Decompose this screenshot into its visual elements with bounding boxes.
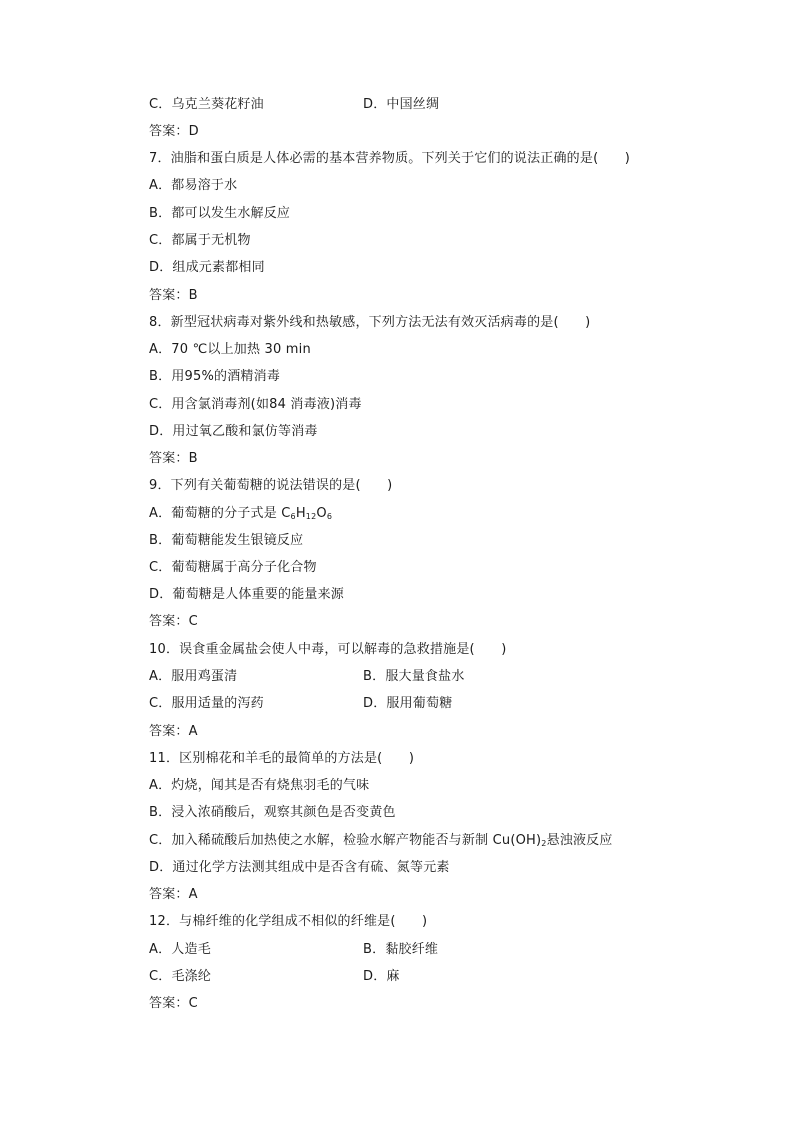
q8-option-d: D．用过氧乙酸和氯仿等消毒 bbox=[149, 424, 318, 439]
q12-option-d: D．麻 bbox=[363, 969, 400, 984]
q10-option-d: D．服用葡萄糖 bbox=[363, 696, 453, 711]
q9-formula-sub-c: 6 bbox=[290, 512, 296, 521]
q12-option-a: A．人造毛 bbox=[149, 942, 211, 957]
q11-option-a: A．灼烧，闻其是否有烧焦羽毛的气味 bbox=[149, 778, 370, 793]
q9-formula-h: H bbox=[295, 506, 306, 521]
q8-stem: 8．新型冠状病毒对紫外线和热敏感，下列方法无法有效灭活病毒的是( ) bbox=[149, 315, 591, 330]
q11-option-c-text: C．加入稀硫酸后加热使之水解，检验水解产物能否与新制 Cu(OH) bbox=[149, 833, 542, 848]
q11-option-c-tail: 悬浊液反应 bbox=[546, 833, 613, 848]
q9-option-a bbox=[149, 506, 332, 525]
q8-option-c: C．用含氯消毒剂(如84 消毒液)消毒 bbox=[149, 397, 362, 412]
q9-formula-sub-o: 6 bbox=[326, 512, 333, 521]
q9-option-d: D．葡萄糖是人体重要的能量来源 bbox=[149, 587, 345, 602]
q9-answer: 答案：C bbox=[149, 614, 198, 629]
q9-option-a-text: A．葡萄糖的分子式是 C bbox=[149, 506, 291, 521]
q7-option-d: D．组成元素都相同 bbox=[149, 260, 265, 275]
q7-option-a: A．都易溶于水 bbox=[149, 178, 238, 193]
q12-answer: 答案：C bbox=[149, 996, 198, 1011]
q9-option-c: C．葡萄糖属于高分子化合物 bbox=[149, 560, 317, 575]
q8-option-a: A．70 ℃以上加热 30 min bbox=[149, 342, 311, 357]
q9-formula-o: O bbox=[316, 506, 327, 521]
q11-option-c bbox=[149, 833, 613, 852]
q10-option-b: B．服大量食盐水 bbox=[363, 669, 465, 684]
q6-option-d: D．中国丝绸 bbox=[363, 97, 440, 112]
q6-answer: 答案：D bbox=[149, 124, 199, 139]
q11-option-b: B．浸入浓硝酸后，观察其颜色是否变黄色 bbox=[149, 805, 396, 820]
q9-stem: 9．下列有关葡萄糖的说法错误的是( ) bbox=[149, 478, 393, 493]
q12-option-c: C．毛涤纶 bbox=[149, 969, 212, 984]
q12-option-b: B．黏胶纤维 bbox=[363, 942, 439, 957]
q7-stem: 7．油脂和蛋白质是人体必需的基本营养物质。下列关于它们的说法正确的是( ) bbox=[149, 151, 631, 166]
q10-stem: 10．误食重金属盐会使人中毒，可以解毒的急救措施是( ) bbox=[149, 642, 507, 657]
q10-option-a: A．服用鸡蛋清 bbox=[149, 669, 238, 684]
q10-answer: 答案：A bbox=[149, 724, 198, 739]
q6-option-c: C．乌克兰葵花籽油 bbox=[149, 97, 264, 112]
q8-answer: 答案：B bbox=[149, 451, 198, 466]
q9-formula-sub-h: 12 bbox=[305, 512, 317, 521]
q9-option-b: B．葡萄糖能发生银镜反应 bbox=[149, 533, 304, 548]
q8-option-b: B．用95%的酒精消毒 bbox=[149, 369, 281, 384]
q11-answer: 答案：A bbox=[149, 887, 198, 902]
q7-option-b: B．都可以发生水解反应 bbox=[149, 206, 291, 221]
q7-answer: 答案：B bbox=[149, 288, 198, 303]
q10-option-c: C．服用适量的泻药 bbox=[149, 696, 264, 711]
q12-stem: 12．与棉纤维的化学组成不相似的纤维是( ) bbox=[149, 914, 428, 929]
q11-option-d: D．通过化学方法测其组成中是否含有硫、氮等元素 bbox=[149, 860, 450, 875]
q11-stem: 11．区别棉花和羊毛的最简单的方法是( ) bbox=[149, 751, 415, 766]
q7-option-c: C．都属于无机物 bbox=[149, 233, 251, 248]
q11-formula-sub: 2 bbox=[541, 839, 547, 848]
